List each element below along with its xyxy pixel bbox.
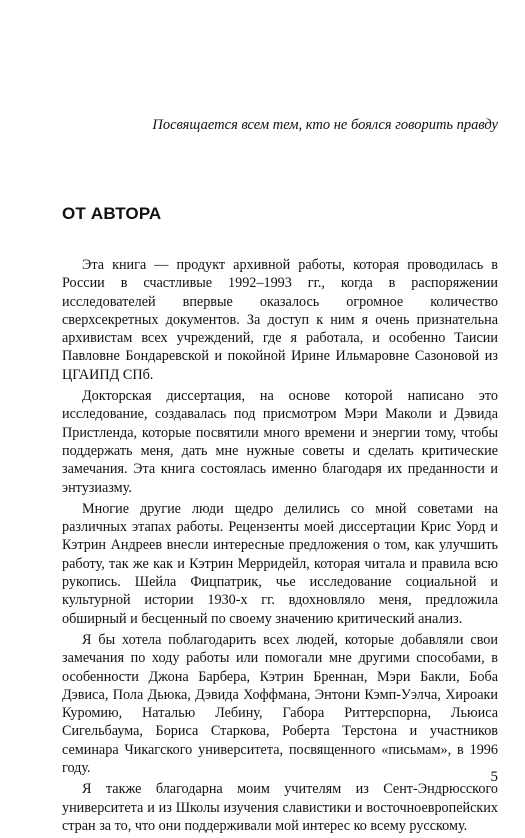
page-number: 5 [490, 769, 498, 785]
paragraph-4: Я бы хотела поблагодарить всех людей, которые добавляли свои замечания по ходу работы или помогали мне другими способами, в особенности Джона Барбера, Кэтрин Бреннан, Мэри Бакли, Боба Дэвиса, Пола Дьюка, Дэвида Хоффмана, Энтони Кэмп-Уэлча, Хироаки Куромию, Наталью Лебину, Габора Риттерспорна, Льюиса Сигельбаума, Бориса Старкова, Роберта Терстона и участников семинара Чикагского университета, посвященного «письмам», в 1996 году. [62, 631, 498, 777]
paragraph-1: Эта книга — продукт архивной работы, которая проводилась в России в счастливые 1992–1993 гг., когда в распоряжении исследователей впервые оказалось огромное количество сверхсекретных документов. За доступ к ним я очень признательна архивистам всех учреждений, где я работала, и особенно Таисии Павловне Бондаревской и покойной Ирине Ильмаровне Сазоновой из ЦГАИПД СПб. [62, 257, 498, 383]
paragraph-3: Многие другие люди щедро делились со мной советами на различных этапах работы. Рецензенты моей диссертации Крис Уорд и Кэтрин Андреев внесли интересные предложения о том, как улучшить работу, так же как и Кэтрин Мерридейл, которая читала и правила всю рукопись. Шейла Фицпатрик, чье исследование социальной и культурной истории 1930-х гг. вдохновляло меня, предложила обширный и бесценный по своему значению критический анализ. [62, 500, 498, 627]
body-text [62, 256, 498, 838]
chapter-heading: ОТ АВТОРА [62, 204, 162, 223]
dedication-epigraph: Посвящается всем тем, кто не боялся говорить правду [152, 117, 498, 133]
paragraph-2: Докторская диссертация, на основе которой написано это исследование, создавалась под присмотром Мэри Маколи и Дэвида Пристленда, которые посвятили много времени и энергии тому, чтобы поддержать меня, дать мне нужные советы и сделать критические замечания. Эта книга состоялась именно благодаря их преданности и энтузиазму. [62, 388, 498, 496]
paragraph-5: Я также благодарна моим учителям из Сент-Эндрюсского университета и из Школы изучения славистики и восточноевропейских стран за то, что они поддерживали мой интерес ко всему русскому. [62, 781, 498, 834]
